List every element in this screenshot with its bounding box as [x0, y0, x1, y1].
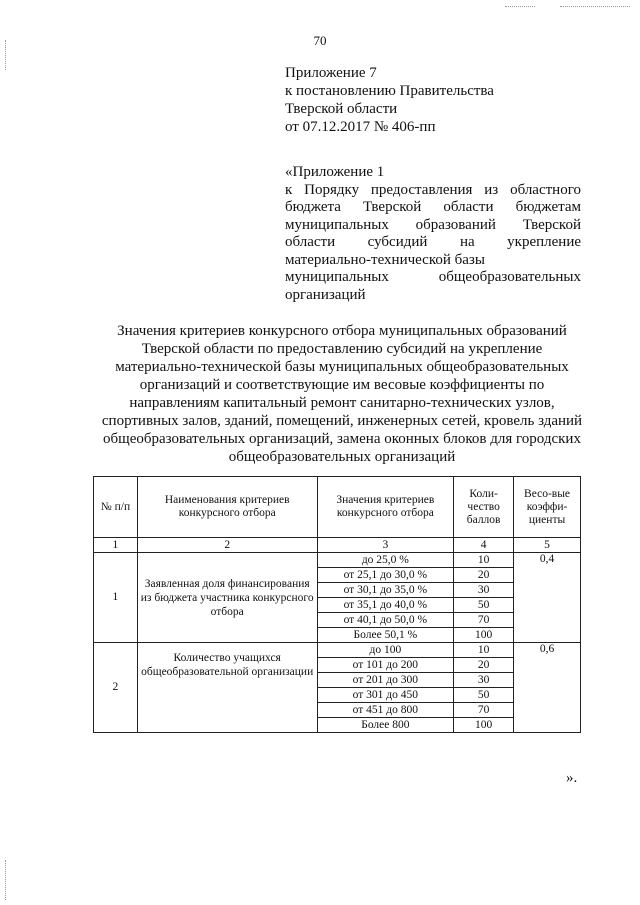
criterion-name: Количество учащихся общеобразовательной организации	[137, 643, 317, 733]
criteria-table	[93, 476, 581, 733]
criterion-points: 20	[454, 568, 514, 583]
criterion-points: 70	[454, 703, 514, 718]
heading-line: организаций и соответствующие им весовые коэффициенты по	[139, 377, 545, 393]
criterion-points: 70	[454, 613, 514, 628]
criterion-value: от 101 до 200	[317, 658, 454, 673]
header-values: Значения критериев конкурсного отбора	[317, 477, 454, 538]
criterion-points: 30	[454, 673, 514, 688]
appendix1-line: бюджета Тверской области бюджетам	[285, 199, 581, 215]
appendix7-line: к постановлению Правительства	[285, 83, 494, 99]
appendix1-line: области субсидий на укрепление	[285, 234, 581, 250]
criterion-value: от 201 до 300	[317, 673, 454, 688]
page-number: 70	[313, 33, 327, 48]
criterion-points: 20	[454, 658, 514, 673]
heading-line: спортивных залов, зданий, помещений, инженерных сетей, кровель зданий	[101, 413, 583, 429]
appendix1-header	[285, 164, 581, 304]
heading-line: материально-технической базы муниципальных общеобразовательных	[115, 359, 569, 375]
criterion-value: от 301 до 450	[317, 688, 454, 703]
criterion-value: от 30,1 до 35,0 %	[317, 583, 454, 598]
criterion-points: 100	[454, 718, 514, 733]
closing-quote: ».	[566, 770, 578, 786]
criterion-points: 100	[454, 628, 514, 643]
criterion-value: от 35,1 до 40,0 %	[317, 598, 454, 613]
criterion-num: 2	[94, 643, 138, 733]
criterion-points: 50	[454, 598, 514, 613]
heading-line: общеобразовательных организаций, замена оконных блоков для городских	[103, 431, 581, 447]
heading-line: общеобразовательных организаций	[228, 449, 456, 465]
appendix1-line: муниципальных общеобразовательных	[285, 269, 581, 285]
appendix7-header	[285, 64, 585, 136]
criterion-value: Более 800	[317, 718, 454, 733]
header-weight: Весо-вые коэффи-циенты	[514, 477, 581, 538]
criterion-points: 10	[454, 553, 514, 568]
criterion-num: 1	[94, 553, 138, 643]
header-points: Коли-чество баллов	[454, 477, 514, 538]
header-name: Наименования критериев конкурсного отбора	[137, 477, 317, 538]
criterion-value: до 25,0 %	[317, 553, 454, 568]
appendix1-line: к Порядку предоставления из областного	[285, 181, 581, 198]
column-number: 5	[514, 538, 581, 553]
appendix1-line: «Приложение 1	[285, 164, 385, 180]
column-number: 1	[94, 538, 138, 553]
criterion-value: от 25,1 до 30,0 %	[317, 568, 454, 583]
column-number: 4	[454, 538, 514, 553]
column-number: 3	[317, 538, 454, 553]
criterion-value: от 40,1 до 50,0 %	[317, 613, 454, 628]
heading-line: направлениям капитальный ремонт санитарно-технических узлов,	[129, 395, 555, 411]
appendix1-line: материально-технической базы	[285, 251, 485, 268]
table-header-row	[94, 477, 581, 538]
table-row	[94, 643, 581, 658]
criterion-weight: 0,6	[514, 643, 581, 733]
scan-mark-top	[560, 6, 630, 8]
column-number: 2	[137, 538, 317, 553]
appendix7-line: Тверской области	[285, 101, 398, 117]
scan-mark-left	[5, 860, 8, 900]
heading-line: Тверской области по предоставлению субсидий на укрепление	[141, 341, 543, 357]
appendix1-line: организаций	[285, 286, 366, 303]
table-row	[94, 553, 581, 568]
criterion-weight: 0,4	[514, 553, 581, 643]
criterion-value: до 100	[317, 643, 454, 658]
criterion-value: от 451 до 800	[317, 703, 454, 718]
document-heading	[92, 322, 592, 466]
header-num: № п/п	[94, 477, 138, 538]
appendix7-line: Приложение 7	[285, 65, 377, 81]
scan-mark-top	[505, 6, 535, 8]
criterion-points: 50	[454, 688, 514, 703]
appendix7-line: от 07.12.2017 № 406-пп	[285, 119, 436, 135]
criterion-points: 30	[454, 583, 514, 598]
criterion-points: 10	[454, 643, 514, 658]
heading-line: Значения критериев конкурсного отбора муниципальных образований	[117, 323, 567, 339]
criterion-name: Заявленная доля финансирования из бюджета участника конкурсного отбора	[137, 553, 317, 643]
column-number-row	[94, 538, 581, 553]
criterion-value: Более 50,1 %	[317, 628, 454, 643]
appendix1-line: муниципальных образований Тверской	[285, 216, 581, 233]
